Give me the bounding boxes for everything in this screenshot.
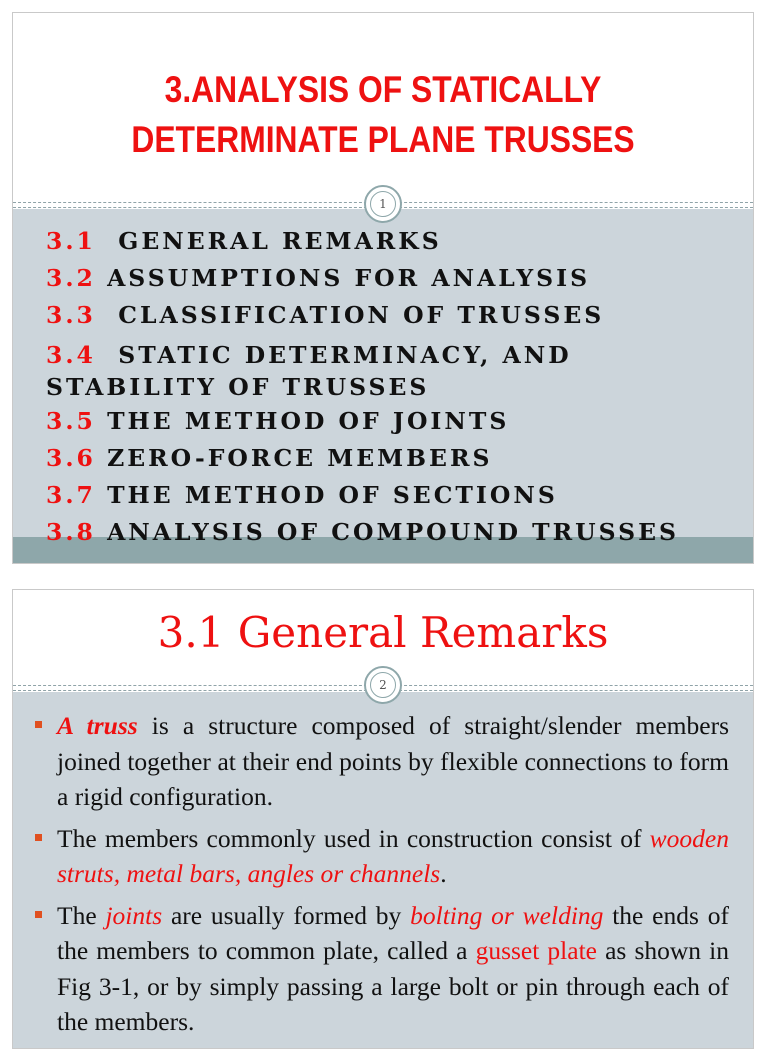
bullet-square-icon xyxy=(35,834,42,841)
page-number: 1 xyxy=(379,197,387,211)
toc-item: 3.6 ZERO-FORCE MEMBERS xyxy=(46,444,493,472)
bullet-square-icon xyxy=(35,721,42,728)
page-number: 2 xyxy=(379,678,387,692)
term-truss: A truss xyxy=(57,711,138,740)
toc-item: 3.5 THE METHOD OF JOINTS xyxy=(46,407,510,435)
slide-2 xyxy=(12,589,754,1049)
toc-item: 3.1 GENERAL REMARKS xyxy=(46,227,442,255)
bullet-list xyxy=(35,708,729,1046)
toc-item: 3.2 ASSUMPTIONS FOR ANALYSIS xyxy=(46,264,591,292)
title-area xyxy=(13,13,753,203)
slide-1 xyxy=(12,12,754,564)
slide-title xyxy=(65,65,701,165)
toc-item: 3.3 CLASSIFICATION OF TRUSSES xyxy=(46,301,605,329)
slide-title: 3.1 General Remarks xyxy=(157,608,609,657)
toc-item: 3.7 THE METHOD OF SECTIONS xyxy=(46,481,558,509)
toc-item: 3.4 STATIC DETERMINACY, AND STABILITY OF TRUSSES xyxy=(46,341,572,401)
toc-item: 3.8 ANALYSIS OF COMPOUND TRUSSES xyxy=(46,518,679,546)
page-number-badge xyxy=(364,185,402,223)
bullet-item: The joints are usually formed by bolting or welding the ends of the members to common plate, called a gusset plate as shown in Fig 3-1, or by simply passing a large bolt or pin through each of the members. xyxy=(35,898,729,1040)
title-line-2: DETERMINATE PLANE TRUSSES xyxy=(131,119,635,160)
title-line-1: 3.ANALYSIS OF STATICALLY xyxy=(164,69,602,110)
bullet-item: A truss is a structure composed of straight/slender members joined together at their end points by flexible connections to form a rigid configuration. xyxy=(35,708,729,815)
bullet-square-icon xyxy=(35,911,42,918)
table-of-contents xyxy=(46,223,745,551)
page-number-badge xyxy=(364,666,402,704)
bullet-item: The members commonly used in construction consist of wooden struts, metal bars, angles or channels. xyxy=(35,821,729,892)
